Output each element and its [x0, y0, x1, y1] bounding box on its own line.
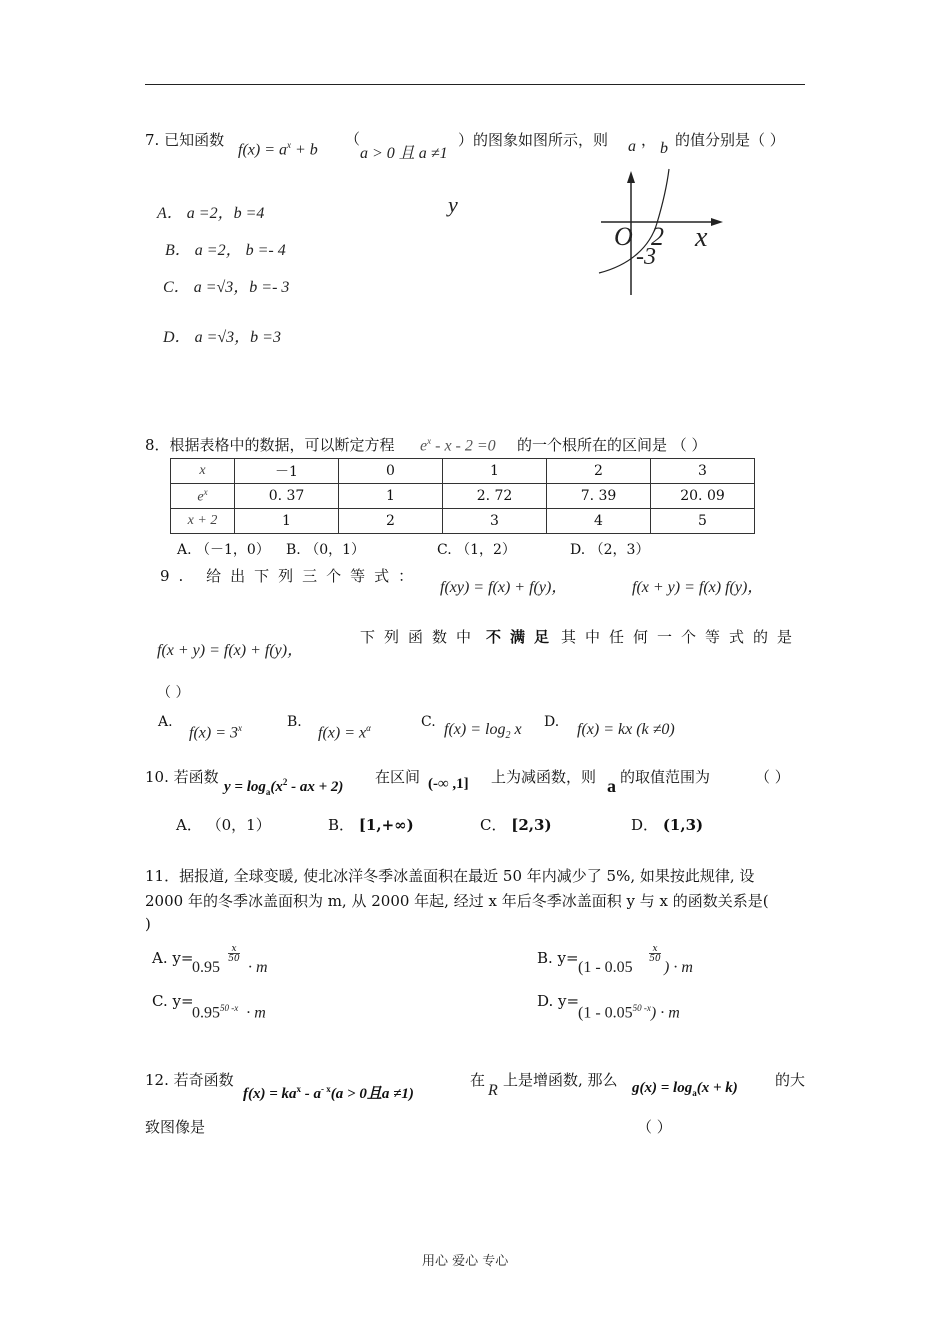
- table-cell: 1: [235, 509, 339, 534]
- q7-graph-y-label: y: [448, 192, 458, 217]
- q9-option-b: $f(x) = x^\alpha$: [318, 723, 371, 742]
- q11-option-d-label: D. y=: [537, 992, 580, 1010]
- q10-var: a: [607, 776, 616, 796]
- q12-answer-paren: （ ）: [637, 1118, 672, 1136]
- q9-option-b-label: B.: [287, 714, 302, 730]
- q11-option-d: $(1 - 0.05^{50 -x}) \cdot m$: [578, 1003, 680, 1022]
- q7-stem-end: 的值分别是（ ）: [675, 131, 785, 149]
- q11-option-a-tail: · m: [248, 959, 268, 976]
- table-cell: 3: [443, 509, 547, 534]
- q10-answer-paren: （ ）: [755, 768, 790, 786]
- table-row-header: $e^x$: [171, 484, 235, 509]
- table-cell: 5: [651, 509, 755, 534]
- table-cell: 2: [547, 459, 651, 484]
- q7-stem-prefix: 7. 已知函数: [145, 131, 225, 149]
- q7-graph-y-tick: -3: [636, 244, 656, 270]
- table-row-header: x: [171, 459, 235, 484]
- q10-mid: 在区间: [375, 768, 421, 786]
- q12-line2: 致图像是: [145, 1118, 206, 1136]
- table-cell: －1: [235, 459, 339, 484]
- q7-function: $f(x) = a^x + b$: [238, 140, 318, 159]
- q12-function: $f(x) = ka^x - a^{- x}(a > 0$且a ≠1): [243, 1084, 414, 1102]
- table-row: [171, 459, 755, 484]
- q10-interval: (-∞ ,1]: [428, 776, 469, 792]
- q10-stem-prefix: 10. 若函数: [145, 768, 219, 786]
- table-cell: 1: [339, 484, 443, 509]
- q9-line2-a: 下列函数中: [360, 628, 481, 646]
- q11-option-a-label: A. y=: [152, 949, 194, 967]
- q7-var-b: b: [660, 140, 668, 157]
- q9-equation-1: f(xy) = f(x) + f(y)，: [440, 579, 568, 596]
- q7-stem-suffix: ）的图象如图所示，则: [458, 131, 609, 149]
- table-row-header: x + 2: [171, 509, 235, 534]
- q7-graph-origin: O: [614, 222, 633, 251]
- q7-option-d: D． a =√3，b =3: [163, 329, 281, 346]
- exponential-curve: [599, 169, 669, 273]
- table-cell: 7. 39: [547, 484, 651, 509]
- q8-stem-suffix: 的一个根所在的区间是 （ ）: [517, 436, 707, 454]
- page-footer: 用心 爱心 专心: [422, 1254, 509, 1269]
- q9-equation-2: f(x + y) = f(x) f(y)，: [632, 579, 764, 596]
- q7-condition: a > 0 且 a ≠1: [360, 145, 448, 162]
- q12-tail: 上是增函数, 那么: [503, 1071, 618, 1089]
- q9-line2-b: 其中任何一个等式的是: [561, 628, 802, 646]
- q8-data-table: [170, 458, 755, 534]
- q8-option-a: A. （－1，0）: [177, 542, 270, 558]
- q8-option-b: B. （0，1）: [286, 542, 366, 558]
- q10-option-c: C． [2,3): [480, 816, 552, 834]
- q9-option-c: $f(x) = \log_2 x$: [444, 721, 522, 742]
- q8-equation: $e^x - x - 2 =0$: [420, 436, 496, 455]
- q8-option-c: C. （1，2）: [437, 542, 516, 558]
- q7-option-b: B． a =2， b =- 4: [165, 242, 286, 259]
- q9-option-c-label: C.: [421, 714, 436, 730]
- table-row: [171, 509, 755, 534]
- q11-option-b-base: (1 - 0.05: [578, 959, 633, 976]
- q11-option-c-label: C. y=: [152, 992, 194, 1010]
- q12-mid: 在: [470, 1071, 486, 1089]
- q9-option-d: f(x) = kx (k ≠0): [577, 721, 675, 738]
- q12-g-function: $g(x) = \log_a(x + k)$: [632, 1080, 738, 1098]
- table-cell: 1: [443, 459, 547, 484]
- x-axis-arrow: [711, 218, 723, 226]
- q10-end: 的取值范围为: [620, 768, 711, 786]
- q11-option-b-tail: ) · m: [664, 959, 693, 976]
- q11-option-a-exponent: x 50: [228, 944, 240, 964]
- q7-graph-x-label: x: [695, 222, 708, 253]
- q10-tail: 上为减函数，则: [491, 768, 597, 786]
- q9-option-a: $f(x) = 3^x$: [189, 723, 242, 742]
- y-axis-arrow: [627, 171, 635, 183]
- q12-end: 的大: [775, 1071, 806, 1089]
- table-row: [171, 484, 755, 509]
- q12-stem-prefix: 12. 若奇函数: [145, 1071, 234, 1089]
- q11-line1: 11．据报道, 全球变暖, 使北冰洋冬季冰盖面积在最近 50 年内减少了 5%, 如果按此规律, 设: [145, 867, 755, 885]
- q9-option-a-label: A.: [158, 714, 173, 730]
- q10-option-d: D． (1,3): [631, 816, 704, 834]
- q7-option-c: C． a =√3，b =- 3: [163, 279, 290, 296]
- q9-line2-bold: 不满足: [486, 628, 559, 646]
- q7-option-a: A． a =2，b =4: [157, 205, 265, 222]
- table-cell: 3: [651, 459, 755, 484]
- q8-option-d: D. （2，3）: [570, 542, 650, 558]
- table-cell: 0: [339, 459, 443, 484]
- q10-option-b: B． [1,+∞): [328, 816, 414, 834]
- q11-option-c: 0.95$^{50 -x}$ · m: [192, 1003, 266, 1022]
- q7-cond-open: （: [345, 130, 361, 148]
- table-cell: 2: [339, 509, 443, 534]
- q11-option-b-exponent: x 50: [649, 944, 661, 964]
- q9-answer-paren: （ ）: [157, 685, 190, 701]
- q10-function: $y = \log_a(x^2$ - ax + 2): [224, 777, 344, 797]
- header-rule: [145, 84, 805, 85]
- q8-stem-prefix: 8．根据表格中的数据，可以断定方程: [145, 436, 395, 454]
- q11-option-a-base: 0.95: [192, 959, 220, 976]
- table-cell: 0. 37: [235, 484, 339, 509]
- q11-option-b-label: B. y=: [537, 949, 579, 967]
- q11-line3: ): [145, 915, 151, 933]
- q7-graph-x-tick: 2: [651, 222, 664, 251]
- q7-var-a: a: [628, 138, 636, 155]
- q9-stem: 9. 给出下列三个等式：: [160, 567, 423, 585]
- table-cell: 2. 72: [443, 484, 547, 509]
- q11-line2: 2000 年的冬季冰盖面积为 m, 从 2000 年起, 经过 x 年后冬季冰盖面积 y 与 x 的函数关系是(: [145, 892, 769, 910]
- table-cell: 4: [547, 509, 651, 534]
- q7-comma: ，: [641, 131, 657, 149]
- q9-option-d-label: D.: [544, 714, 560, 730]
- q9-equation-3: f(x + y) = f(x) + f(y)，: [157, 642, 304, 659]
- q12-domain: R: [488, 1082, 498, 1099]
- q10-option-a: A． （0，1）: [176, 816, 271, 834]
- table-cell: 20. 09: [651, 484, 755, 509]
